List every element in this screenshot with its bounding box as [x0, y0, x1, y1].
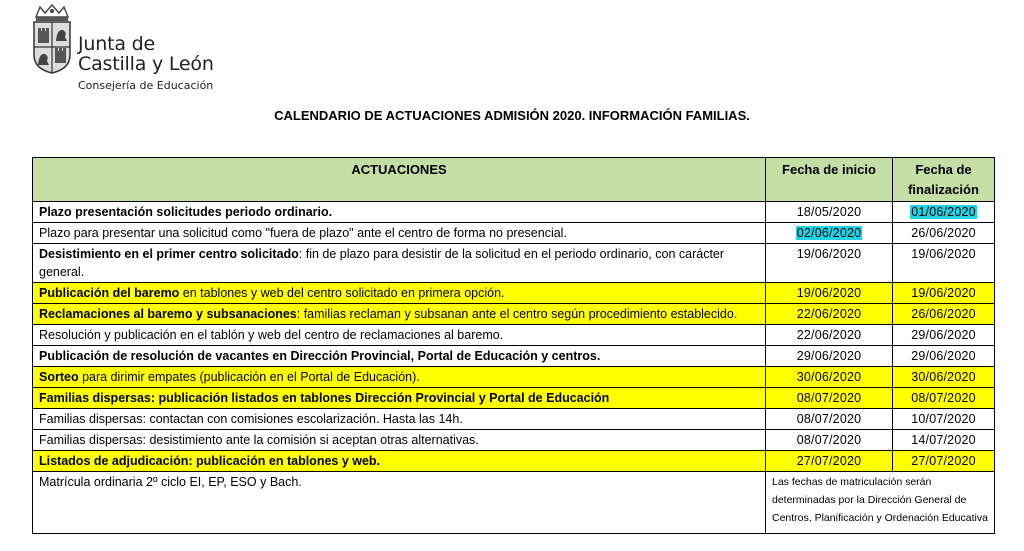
start-date-cell: 29/06/2020: [766, 346, 893, 367]
action-cell: Publicación de resolución de vacantes en Dirección Provincial, Portal de Educación y centros.: [33, 346, 766, 367]
end-date-cell: 29/06/2020: [893, 325, 995, 346]
page-title: CALENDARIO DE ACTUACIONES ADMISIÓN 2020. INFORMACIÓN FAMILIAS.: [274, 108, 750, 123]
column-header-end: Fecha de finalización: [893, 158, 995, 202]
end-date-cell: 10/07/2020: [893, 409, 995, 430]
table-row: [33, 325, 995, 346]
end-date-cell: 19/06/2020: [893, 283, 995, 304]
table-row: [33, 451, 995, 472]
start-date-cell: 19/06/2020: [766, 283, 893, 304]
department-name: Consejería de Educación: [78, 79, 214, 92]
table-row: [33, 409, 995, 430]
action-cell: Desistimiento en el primer centro solicitado: fin de plazo para desistir de la solicitud en el periodo ordinario, con carácter general.: [33, 244, 766, 283]
calendar-table: [32, 157, 995, 534]
table-row: [33, 388, 995, 409]
column-header-actions: ACTUACIONES: [33, 158, 766, 202]
start-date-cell: 08/07/2020: [766, 430, 893, 451]
table-row: [33, 472, 995, 534]
table-row: [33, 367, 995, 388]
start-date-cell: 22/06/2020: [766, 304, 893, 325]
action-cell: Reclamaciones al baremo y subsanaciones: familias reclaman y subsanan ante el centro según procedimiento establecido.: [33, 304, 766, 325]
action-cell: Plazo para presentar una solicitud como "fuera de plazo" ante el centro de forma no presencial.: [33, 223, 766, 244]
table-row: [33, 202, 995, 223]
action-cell: Sorteo para dirimir empates (publicación en el Portal de Educación).: [33, 367, 766, 388]
start-date-cell: 19/06/2020: [766, 244, 893, 283]
action-cell: Familias dispersas: contactan con comisiones escolarización. Hasta las 14h.: [33, 409, 766, 430]
org-name-line2: Castilla y León: [78, 53, 214, 75]
table-row: [33, 223, 995, 244]
end-date-cell: 19/06/2020: [893, 244, 995, 283]
action-cell: Familias dispersas: desistimiento ante la comisión si aceptan otras alternativas.: [33, 430, 766, 451]
action-cell: Listados de adjudicación: publicación en tablones y web.: [33, 451, 766, 472]
table-row: [33, 430, 995, 451]
end-date-cell: 30/06/2020: [893, 367, 995, 388]
action-cell: Resolución y publicación en el tablón y web del centro de reclamaciones al baremo.: [33, 325, 766, 346]
end-date-cell: 27/07/2020: [893, 451, 995, 472]
end-date-cell: 08/07/2020: [893, 388, 995, 409]
action-cell: Familias dispersas: publicación listados en tablones Dirección Provincial y Portal de Educación: [33, 388, 766, 409]
table-header-row: [33, 158, 995, 202]
start-date-cell: 22/06/2020: [766, 325, 893, 346]
start-date-cell: 30/06/2020: [766, 367, 893, 388]
end-date-cell: 26/06/2020: [893, 223, 995, 244]
start-date-cell: 08/07/2020: [766, 388, 893, 409]
table-row: [33, 283, 995, 304]
start-date-cell: 02/06/2020: [766, 223, 893, 244]
start-date-cell: 27/07/2020: [766, 451, 893, 472]
table-row: [33, 244, 995, 283]
end-date-cell: 14/07/2020: [893, 430, 995, 451]
end-date-cell: 29/06/2020: [893, 346, 995, 367]
action-cell: Publicación del baremo en tablones y web del centro solicitado en primera opción.: [33, 283, 766, 304]
coat-of-arms-logo: [30, 3, 74, 75]
column-header-start: Fecha de inicio: [766, 158, 893, 202]
table-row: [33, 346, 995, 367]
header: [30, 3, 250, 93]
end-date-cell: 01/06/2020: [893, 202, 995, 223]
start-date-cell: 08/07/2020: [766, 409, 893, 430]
action-cell: Plazo presentación solicitudes periodo ordinario.: [33, 202, 766, 223]
enrollment-note-cell: Las fechas de matriculación serán determinadas por la Dirección General de Centros, Planificación y Ordenación Educativa: [766, 472, 995, 534]
end-date-cell: 26/06/2020: [893, 304, 995, 325]
table-row: [33, 304, 995, 325]
action-cell: Matrícula ordinaria 2º ciclo EI, EP, ESO y Bach.: [33, 472, 766, 534]
org-name-line1: Junta de: [78, 33, 155, 55]
start-date-cell: 18/05/2020: [766, 202, 893, 223]
